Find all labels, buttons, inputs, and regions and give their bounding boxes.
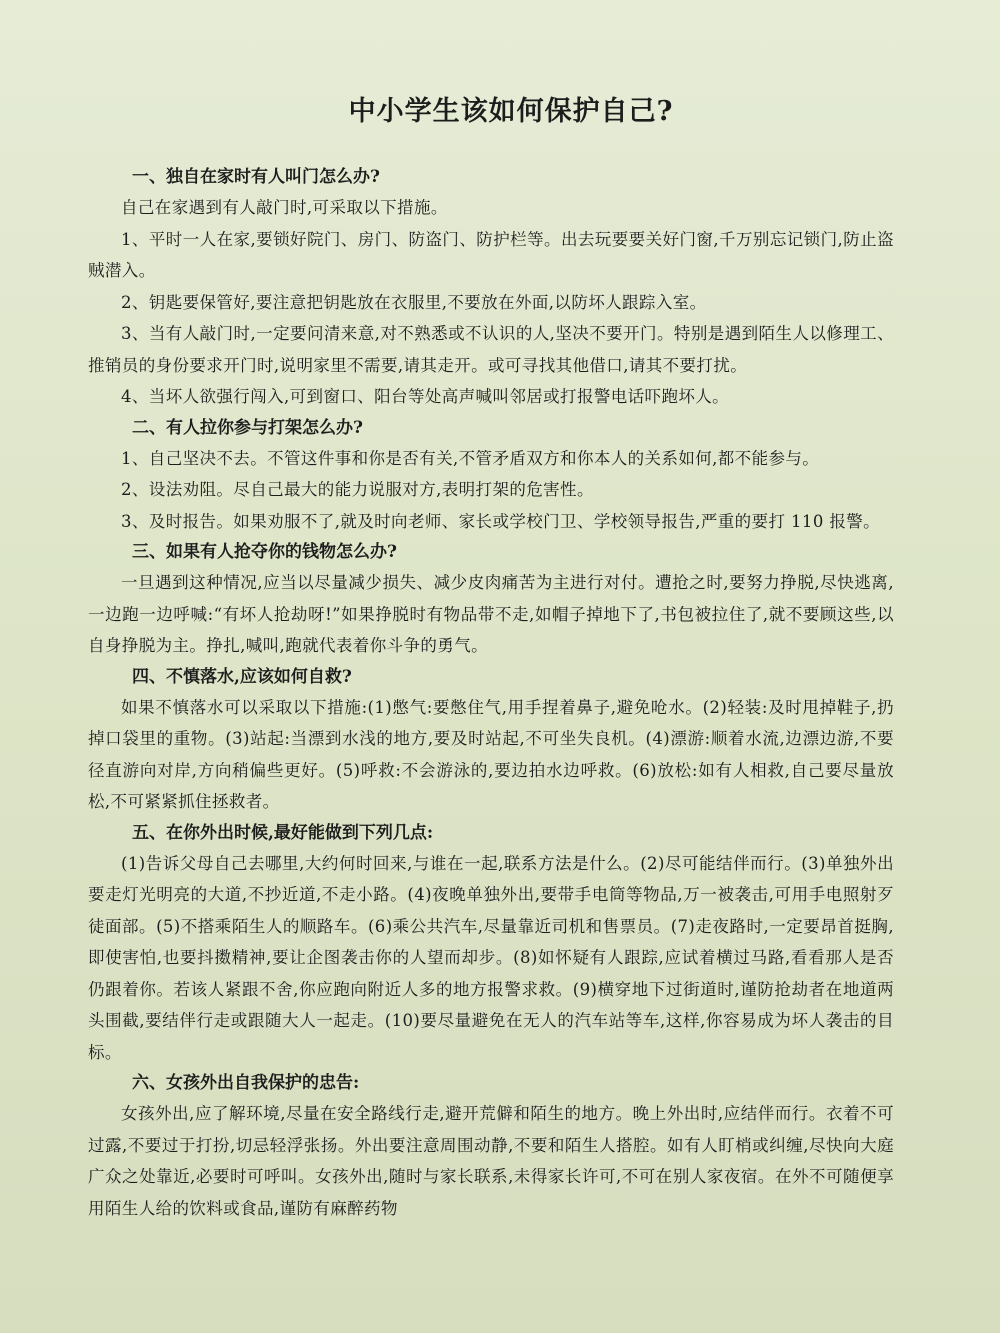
document-title: 中小学生该如何保护自己? — [348, 96, 674, 127]
section-heading: 五、在你外出时候,最好能做到下列几点: — [132, 822, 434, 843]
document-body — [88, 92, 894, 1224]
section-paragraph: 女孩外出,应了解环境,尽量在安全路线行走,避开荒僻和陌生的地方。晚上外出时,应结伴而行。衣着不可过露,不要过于打扮,切忌轻浮张扬。外出要注意周围动静,不要和陌生人搭腔。如有人盯梢或纠缠,尽快向大庭广众之处靠近,必要时可呼叫。女孩外出,随时与家长联系,未得家长许可,不可在别人家夜宿。在外不可随便享用陌生人给的饮料或食品,谨防有麻醉药物 — [88, 1104, 894, 1218]
section-paragraph: 3、当有人敲门时,一定要问清来意,对不熟悉或不认识的人,坚决不要开门。特别是遇到陌生人以修理工、推销员的身份要求开门时,说明家里不需要,请其走开。或可寻找其他借口,请其不要打扰。 — [88, 324, 894, 375]
section-heading: 三、如果有人抢夺你的钱物怎么办? — [132, 542, 397, 562]
section-heading: 六、女孩外出自我保护的忠告: — [132, 1073, 360, 1093]
section-paragraph: 4、当坏人欲强行闯入,可到窗口、阳台等处高声喊叫邻居或打报警电话吓跑坏人。 — [121, 387, 730, 406]
section-paragraph: 1、自己坚决不去。不管这件事和你是否有关,不管矛盾双方和你本人的关系如何,都不能参与。 — [121, 448, 820, 468]
section-paragraph: 2、设法劝阻。尽自己最大的能力说服对方,表明打架的危害性。 — [121, 480, 594, 499]
section-paragraph: 1、平时一人在家,要锁好院门、房门、防盗门、防护栏等。出去玩要要关好门窗,千万别忘记锁门,防止盗贼潜入。 — [88, 229, 894, 280]
section-paragraph: 如果不慎落水可以采取以下措施:(1)憋气:要憋住气,用手捏着鼻子,避免呛水。(2)轻装:及时甩掉鞋子,扔掉口袋里的重物。(3)站起:当漂到水浅的地方,要及时站起,不可坐失良机。(4)漂游:顺着水流,边漂边游,不要径直游向对岸,方向稍偏些更好。(5)呼救:不会游泳的,要边拍水边呼救。(6)放松:如有人相救,自己要尽量放松,不可紧紧抓住拯救者。 — [88, 697, 894, 811]
section-paragraph: 2、钥匙要保管好,要注意把钥匙放在衣服里,不要放在外面,以防坏人跟踪入室。 — [121, 292, 707, 312]
section-heading: 二、有人拉你参与打架怎么办? — [132, 417, 363, 438]
section-heading: 一、独自在家时有人叫门怎么办? — [132, 167, 380, 187]
sections-container — [88, 162, 894, 1224]
section-heading: 四、不慎落水,应该如何自救? — [132, 666, 352, 687]
section-paragraph: 一旦遇到这种情况,应当以尽量减少损失、减少皮肉痛苦为主进行对付。遭抢之时,要努力挣脱,尽快逃离,一边跑一边呼喊:“有坏人抢劫呀!”如果挣脱时有物品带不走,如帽子掉地下了,书包被拉住了,就不要顾这些,以自身挣脱为主。挣扎,喊叫,跑就代表着你斗争的勇气。 — [88, 573, 894, 655]
section-paragraph: (1)告诉父母自己去哪里,大约何时回来,与谁在一起,联系方法是什么。(2)尽可能结伴而行。(3)单独外出要走灯光明亮的大道,不抄近道,不走小路。(4)夜晚单独外出,要带手电筒等物品,万一被袭击,可用手电照射歹徒面部。(5)不搭乘陌生人的顺路车。(6)乘公共汽车,尽量靠近司机和售票员。(7)走夜路时,一定要昂首挺胸,即使害怕,也要抖擞精神,要让企图袭击你的人望而却步。(8)如怀疑有人跟踪,应试着横过马路,看看那人是否仍跟着你。若该人紧跟不舍,你应跑向附近人多的地方报警求救。(9)横穿地下过街道时,谨防抢劫者在地道两头围截,要结伴行走或跟随大人一起走。(10)要尽量避免在无人的汽车站等车,这样,你容易成为坏人袭击的目标。 — [88, 853, 894, 1062]
section-paragraph: 3、及时报告。如果劝服不了,就及时向老师、家长或学校门卫、学校领导报告,严重的要打 110 报警。 — [121, 511, 881, 531]
section-paragraph: 自己在家遇到有人敲门时,可采取以下措施。 — [121, 198, 448, 217]
